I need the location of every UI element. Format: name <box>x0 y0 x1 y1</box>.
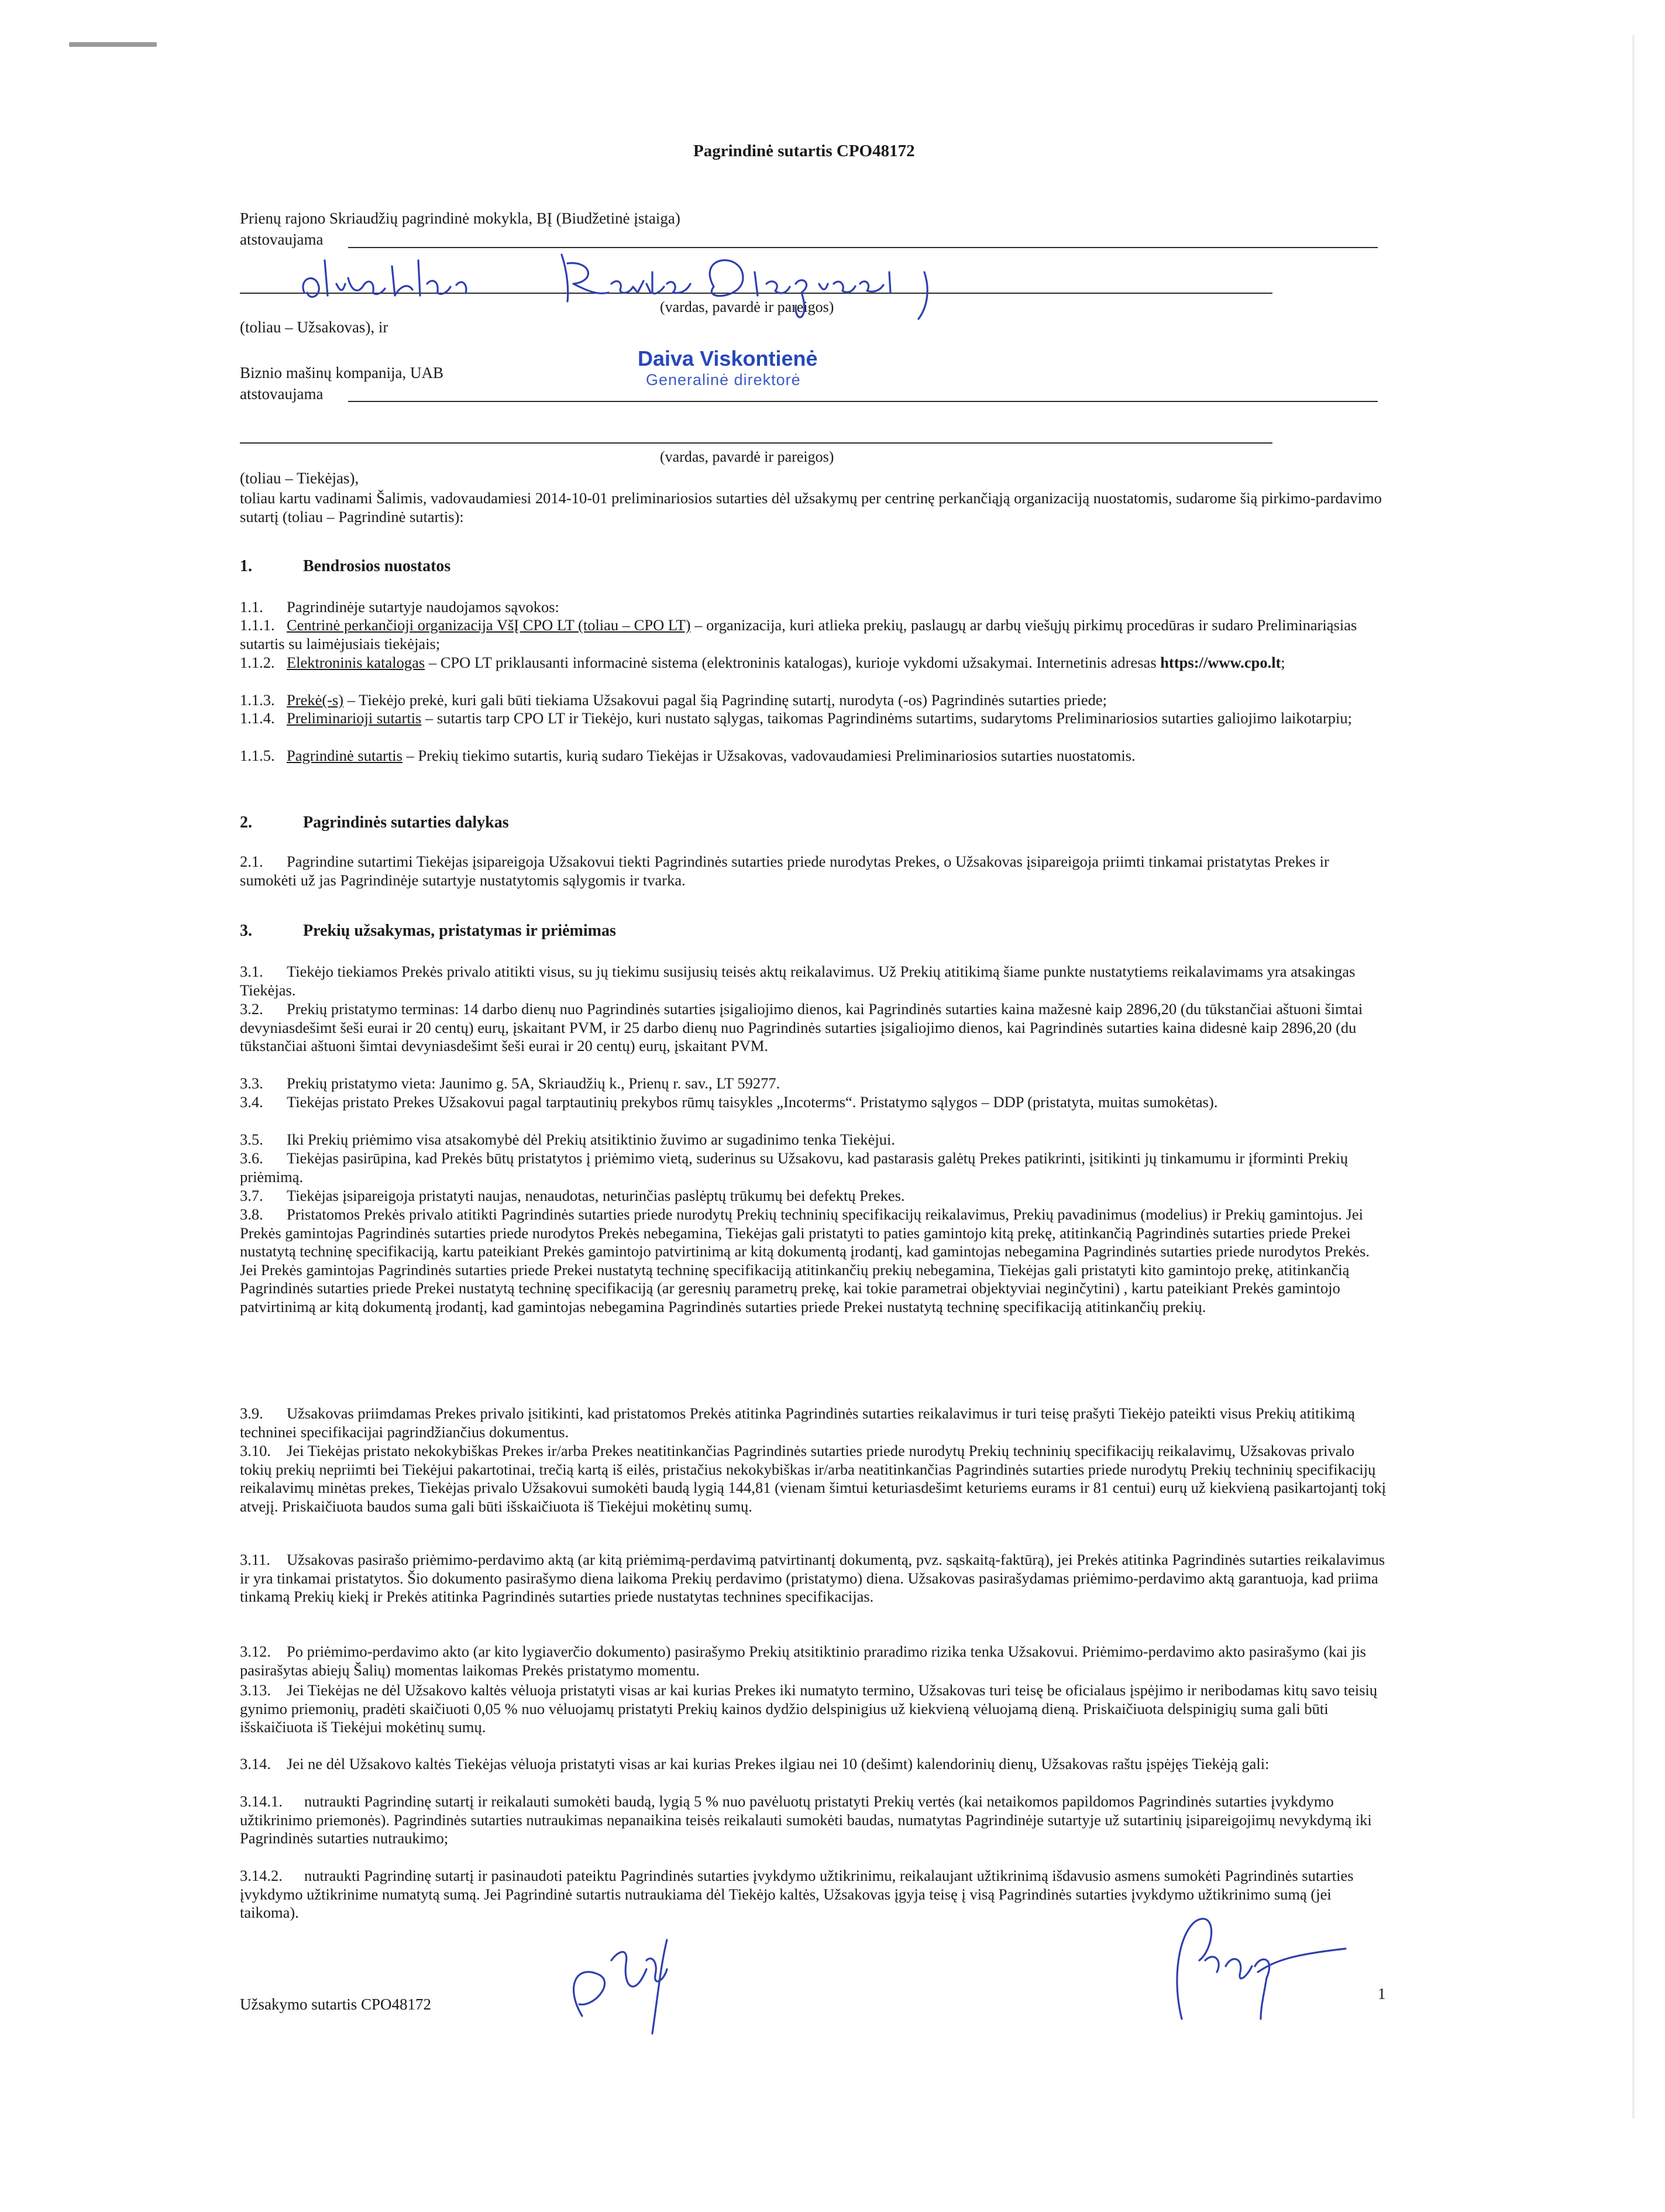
clause-text: Tiekėjas įsipareigoja pristatyti naujas, nenaudotas, neturinčias paslėptų trūkumų bei defektų Prekes. <box>287 1187 905 1204</box>
clause-number: 3.5. <box>240 1131 263 1148</box>
catalog-link[interactable]: https://www.cpo.lt <box>1160 654 1281 671</box>
clause-text: Pagrindinėje sutartyje naudojamos sąvokos: <box>287 598 559 616</box>
supplier-name-caption: (vardas, pavardė ir pareigos) <box>660 448 834 465</box>
supplier-alias: (toliau – Tiekėjas), <box>240 469 359 487</box>
clause-3-6 <box>240 1149 1387 1186</box>
clause-1-1-4 <box>240 709 1387 728</box>
clause-number: 2.1. <box>240 853 263 870</box>
clause-text: Prekių pristatymo vieta: Jaunimo g. 5A, Skriaudžių k., Prienų r. sav., LT 59277. <box>287 1074 780 1092</box>
clause-text: – Tiekėjo prekė, kuri gali būti tiekiama Užsakovui pagal šią Pagrindinę sutartį, nurodyta (-os) Pagrindinės sutarties priede; <box>343 691 1107 709</box>
section-number: 1. <box>240 557 252 575</box>
clause-number: 3.14.2. <box>240 1867 283 1884</box>
page-number: 1 <box>1378 1985 1386 2003</box>
clause-number: 3.10. <box>240 1442 271 1459</box>
clause-number: 3.13. <box>240 1681 271 1699</box>
parties-intro: toliau kartu vadinami Šalimis, vadovaudamiesi 2014-10-01 preliminariosios sutarties dėl užsakymų per centrinę perkančiąją organizaciją nuostatomis, sudarome šią pirkimo-pardavimo sutartį (toliau – Pagrindinė sutartis): <box>240 489 1382 525</box>
clause-1-1-2 <box>240 654 1387 672</box>
clause-number: 3.8. <box>240 1205 263 1223</box>
clause-number: 3.14. <box>240 1755 271 1773</box>
defined-term: Centrinė perkančioji organizacija VšĮ CPO LT (toliau – CPO LT) <box>287 616 691 634</box>
clause-number: 3.4. <box>240 1093 263 1111</box>
supplier-representative-line <box>348 401 1378 402</box>
clause-text: Jei Tiekėjas pristato nekokybiškas Prekes ir/arba Prekes neatitinkančias Pagrindinės sutarties priede nurodytų Prekių techninių specifikacijų reikalavimų, Užsakovas privalo tokių prekių nepriimti bei Tiekėjui pakartotinai, trečią kartą iš eilės, pristačius nekokybiškas ir/arba neatitinkančias Pagrindinės sutarties priede nurodytų Prekių techninių specifikacijų reikalavimų minėtas prekes, Tiekėjas privalo Užsakovui sumokėti baudą lygią 144,81 (vienam šimtui keturiasdešimt keturiems eurams ir 81 centui) eurų už kiekvieną pasikartojantį tokį atvejį. Priskaičiuota baudos suma gali būti išskaičiuota iš Tiekėjui mokėtinų sumų. <box>240 1442 1387 1515</box>
supplier-name-line <box>240 442 1272 444</box>
clause-3-13 <box>240 1681 1387 1737</box>
clause-number: 3.2. <box>240 1000 263 1018</box>
clause-number: 3.7. <box>240 1187 263 1204</box>
clause-3-4 <box>240 1093 1387 1112</box>
clause-text: Tiekėjo tiekiamos Prekės privalo atitikti visus, su jų tiekimu susijusių teisės aktų reikalavimus. Už Prekių atitikimą šiame punkte nustatytiems reikalavimams yra atsakingas Tiekėjas. <box>240 963 1356 999</box>
clause-number: 3.14.1. <box>240 1792 283 1810</box>
clause-text: Po priėmimo-perdavimo akto (ar kito lygiaverčio dokumento) pasirašymo Prekių atsitiktinio praradimo rizika tenka Užsakovui. Priėmimo-perdavimo akto pasirašymo (kai jis pasirašytas abiejų Šalių) momentas laikomas Prekės pristatymo momentu. <box>240 1643 1366 1679</box>
clause-number: 1.1.4. <box>240 709 275 727</box>
section-number: 2. <box>240 813 252 832</box>
section-2-heading <box>240 813 509 832</box>
buyer-name: Prienų rajono Skriaudžių pagrindinė mokykla, BĮ (Biudžetinė įstaiga) <box>240 209 680 227</box>
clause-1-1-1 <box>240 616 1387 653</box>
footer-initials-left <box>559 1905 699 2039</box>
clause-3-11 <box>240 1551 1387 1606</box>
clause-number: 3.3. <box>240 1074 263 1092</box>
supplier-name: Biznio mašinų kompanija, UAB <box>240 364 443 382</box>
clause-3-1 <box>240 963 1387 999</box>
clause-number: 1.1.3. <box>240 691 275 709</box>
document-title: Pagrindinė sutartis CPO48172 <box>693 142 915 160</box>
clause-text: nutraukti Pagrindinę sutartį ir reikalauti sumokėti baudą, lygią 5 % nuo pavėluotų pristatyti Prekių vertės (kai netaikomos papildomos Pagrindinės sutarties įvykdymo užtikrinimo priemonės). Pagrindinės sutarties nutraukimas nepanaikina teisės reikalauti sumokėti baudas, numatytas Pagrindinėje sutartyje už sutartinių įsipareigojimų nevykdymą iki Pagrindinės sutarties nutraukimo; <box>240 1792 1372 1847</box>
clause-1-1-5 <box>240 747 1387 765</box>
clause-number: 1.1.2. <box>240 654 275 671</box>
clause-3-10 <box>240 1442 1387 1516</box>
clause-3-8 <box>240 1205 1387 1316</box>
clause-text: – Prekių tiekimo sutartis, kurią sudaro Tiekėjas ir Užsakovas, vadovaudamiesi Preliminariosios sutarties nuostatomis. <box>403 747 1136 764</box>
clause-3-2 <box>240 1000 1387 1056</box>
clause-3-14-1 <box>240 1792 1387 1848</box>
clause-text: Iki Prekių priėmimo visa atsakomybė dėl Prekių atsitiktinio žuvimo ar sugadinimo tenka Tiekėjui. <box>287 1131 895 1148</box>
clause-text: Jei ne dėl Užsakovo kaltės Tiekėjas vėluoja pristatyti visas ar kai kurias Prekes ilgiau nei 10 (dešimt) kalendorinių dienų, Užsakovas raštu įspėjęs Tiekėją gali: <box>287 1755 1270 1773</box>
scan-artifact <box>69 42 157 47</box>
stamp-name: Daiva Viskontienė <box>638 346 818 370</box>
clause-text: Tiekėjas pasirūpina, kad Prekės būtų pristatytos į priėmimo vietą, suderinus su Užsakovu, kad pastarasis galėtų Prekes patikrinti, įsitikinti jų tinkamumu ir įforminti Prekių priėmimą. <box>240 1149 1348 1186</box>
clause-number: 3.12. <box>240 1643 271 1660</box>
clause-text: Tiekėjas pristato Prekes Užsakovui pagal tarptautinių prekybos rūmų taisykles „Incoterms“. Pristatymo sąlygos – DDP (pristatyta, muitas sumokėtas). <box>287 1093 1218 1111</box>
scan-edge <box>1632 35 1635 2118</box>
supplier-represented-label: atstovaujama <box>240 385 324 403</box>
footer-signature-right <box>1158 1884 1357 2031</box>
clause-3-3 <box>240 1074 1387 1093</box>
buyer-represented-label: atstovaujama <box>240 231 324 248</box>
clause-3-14 <box>240 1755 1387 1774</box>
clause-text: Užsakovas priimdamas Prekes privalo įsitikinti, kad pristatomos Prekės atitinka Pagrindinės sutarties reikalavimus ir turi teisę prašyti Tiekėjo pateikti visus Prekių atitikimą techninei specifikacijai pagrindžiančius dokumentus. <box>240 1404 1356 1441</box>
clause-tail: ; <box>1281 654 1285 671</box>
clause-number: 3.1. <box>240 963 263 980</box>
clause-2-1 <box>240 853 1387 889</box>
clause-number: 1.1. <box>240 598 263 616</box>
section-1-heading <box>240 557 450 576</box>
footer-reference: Užsakymo sutartis CPO48172 <box>240 1995 431 2013</box>
clause-number: 1.1.5. <box>240 747 275 764</box>
clause-3-9 <box>240 1404 1387 1441</box>
clause-number: 3.6. <box>240 1149 263 1167</box>
defined-term: Pagrindinė sutartis <box>287 747 403 764</box>
clause-text: Jei Tiekėjas ne dėl Užsakovo kaltės vėluoja pristatyti visas ar kai kurias Prekes iki numatyto termino, Užsakovas turi teisę be oficialaus įspėjimo ir neribodamas kitų savo teisių gynimo priemonių, pradėti skaičiuoti 0,05 % nuo vėluojamų pristatyti Prekių kainos dydžio delspinigius už kiekvieną vėluojamą dieną. Priskaičiuota delspinigių suma gali būti išskaičiuota iš Tiekėjui mokėtinų sumų. <box>240 1681 1378 1736</box>
clause-1-1-3 <box>240 691 1387 710</box>
clause-number: 3.9. <box>240 1404 263 1422</box>
clause-text: nutraukti Pagrindinę sutartį ir pasinaudoti pateiktu Pagrindinės sutarties įvykdymo užtikrinimu, reikalaujant užtikrinimą išdavusio asmens sumokėti Pagrindinės sutarties įvykdymo užtikrinime numatytą sumą. Jei Pagrindinė sutartis nutraukiama dėl Tiekėjo kaltės, Užsakovas įgyja teisę į visą Pagrindinės sutarties įvykdymo užtikrinimo sumą (jei taikoma). <box>240 1867 1354 1921</box>
section-title: Prekių užsakymas, pristatymas ir priėmimas <box>303 922 616 940</box>
clause-number: 3.11. <box>240 1551 271 1568</box>
section-number: 3. <box>240 922 252 940</box>
clause-text: Prekių pristatymo terminas: 14 darbo dienų nuo Pagrindinės sutarties įsigaliojimo dienos, kai Pagrindinės sutarties kaina mažesnė kaip 2896,20 (du tūkstančiai aštuoni šimtai devyniasdešimt šeši eurai ir 20 centų) eurų, įskaitant PVM, ir 25 darbo dienų nuo Pagrindinės sutarties įsigaliojimo dienos, kai Pagrindinės sutarties kaina didesnė kaip 2896,20 (du tūkstančiai aštuoni šimtai devyniasdešimt šeši eurai ir 20 centų) eurų, įskaitant PVM. <box>240 1000 1363 1055</box>
section-title: Pagrindinės sutarties dalykas <box>303 813 509 832</box>
clause-3-7 <box>240 1187 1387 1205</box>
stamp-title: Generalinė direktorė <box>646 371 801 389</box>
handwritten-name-signature <box>293 237 965 331</box>
section-title: Bendrosios nuostatos <box>303 557 451 575</box>
clause-text: Pristatomos Prekės privalo atitikti Pagrindinės sutarties priede nurodytų Prekių techninių specifikacijų reikalavimus, Prekių pavadinimus (modelius) ir Prekių gamintojus. Jei Prekės gamintojas Pagrindinės sutarties priede nurodytos Prekės nebegamina, Tiekėjas gali pristatyti to paties gamintojo kitą prekę, atitinkančią Pagrindinės sutarties priede Prekei nustatytą techninę specifikaciją, kartu pateikiant Prekės gamintojo patvirtinimą ar kitą dokumentą įrodantį, kad gamintojas nebegamina Pagrindinės sutarties priede nurodytos Prekės. Jei Prekės gamintojas Pagrindinės sutarties priede Prekei nustatytą techninę specifikaciją atitinkančių prekių nebegamina, Tiekėjas gali pristatyti kito gamintojo prekę, atitinkančią Pagrindinės sutarties priede Prekei nustatytą techninę specifikaciją (ar geresnių parametrų prekę, kai tokie parametrai objektyviai neginčytini) , kartu pateikiant Prekės gamintojo patvirtinimą ar kitą dokumentą įrodantį, kad gamintojas nebegamina Pagrindinės sutarties priede Prekei nustatytą techninę specifikaciją atitinkančių prekių. <box>240 1205 1370 1315</box>
defined-term: Elektroninis katalogas <box>287 654 425 671</box>
defined-term: Preliminarioji sutartis <box>287 709 422 727</box>
buyer-alias: (toliau – Užsakovas), ir <box>240 318 388 336</box>
clause-1-1 <box>240 598 1387 617</box>
clause-3-5 <box>240 1131 1387 1149</box>
clause-3-12 <box>240 1643 1387 1679</box>
buyer-name-caption: (vardas, pavardė ir pareigos) <box>660 298 834 315</box>
clause-text: – sutartis tarp CPO LT ir Tiekėjo, kuri nustato sąlygas, taikomas Pagrindinėms sutartims, sudarytoms Preliminariosios sutarties galiojimo laikotarpiu; <box>421 709 1352 727</box>
clause-text: Užsakovas pasirašo priėmimo-perdavimo aktą (ar kitą priėmimą-perdavimą patvirtinantį dokumentą, pvz. sąskaitą-faktūrą), jei Prekės atitinka Pagrindinės sutarties reikalavimus ir yra tinkamai pristatytos. Šio dokumento pasirašymo diena laikoma Prekių perdavimo (pristatymo) diena. Užsakovas pasirašydamas priėmimo-perdavimo aktą garantuoja, kad priima tinkamą Prekių kiekį ir Prekės atitinka Pagrindinės sutarties priede nustatytas technines specifikacijas. <box>240 1551 1385 1605</box>
defined-term: Prekė(-s) <box>287 691 344 709</box>
clause-text: Pagrindine sutartimi Tiekėjas įsipareigoja Užsakovui tiekti Pagrindinės sutarties priede nurodytas Prekes, o Užsakovas įsipareigoja priimti tinkamai pristatytas Prekes ir sumokėti už jas Pagrindinėje sutartyje nustatytomis sąlygomis ir tvarka. <box>240 853 1329 889</box>
section-3-heading <box>240 922 616 940</box>
clause-number: 1.1.1. <box>240 616 275 634</box>
clause-text: – CPO LT priklausanti informacinė sistema (elektroninis katalogas), kurioje vykdomi užsakymai. Internetinis adresas <box>425 654 1161 671</box>
clause-text: – organizacija, kuri atlieka prekių, paslaugų ar darbų viešųjų pirkimų procedūras ir sudaro Preliminariąsias sutartis su laimėjusiais tiekėjais; <box>240 616 1357 652</box>
